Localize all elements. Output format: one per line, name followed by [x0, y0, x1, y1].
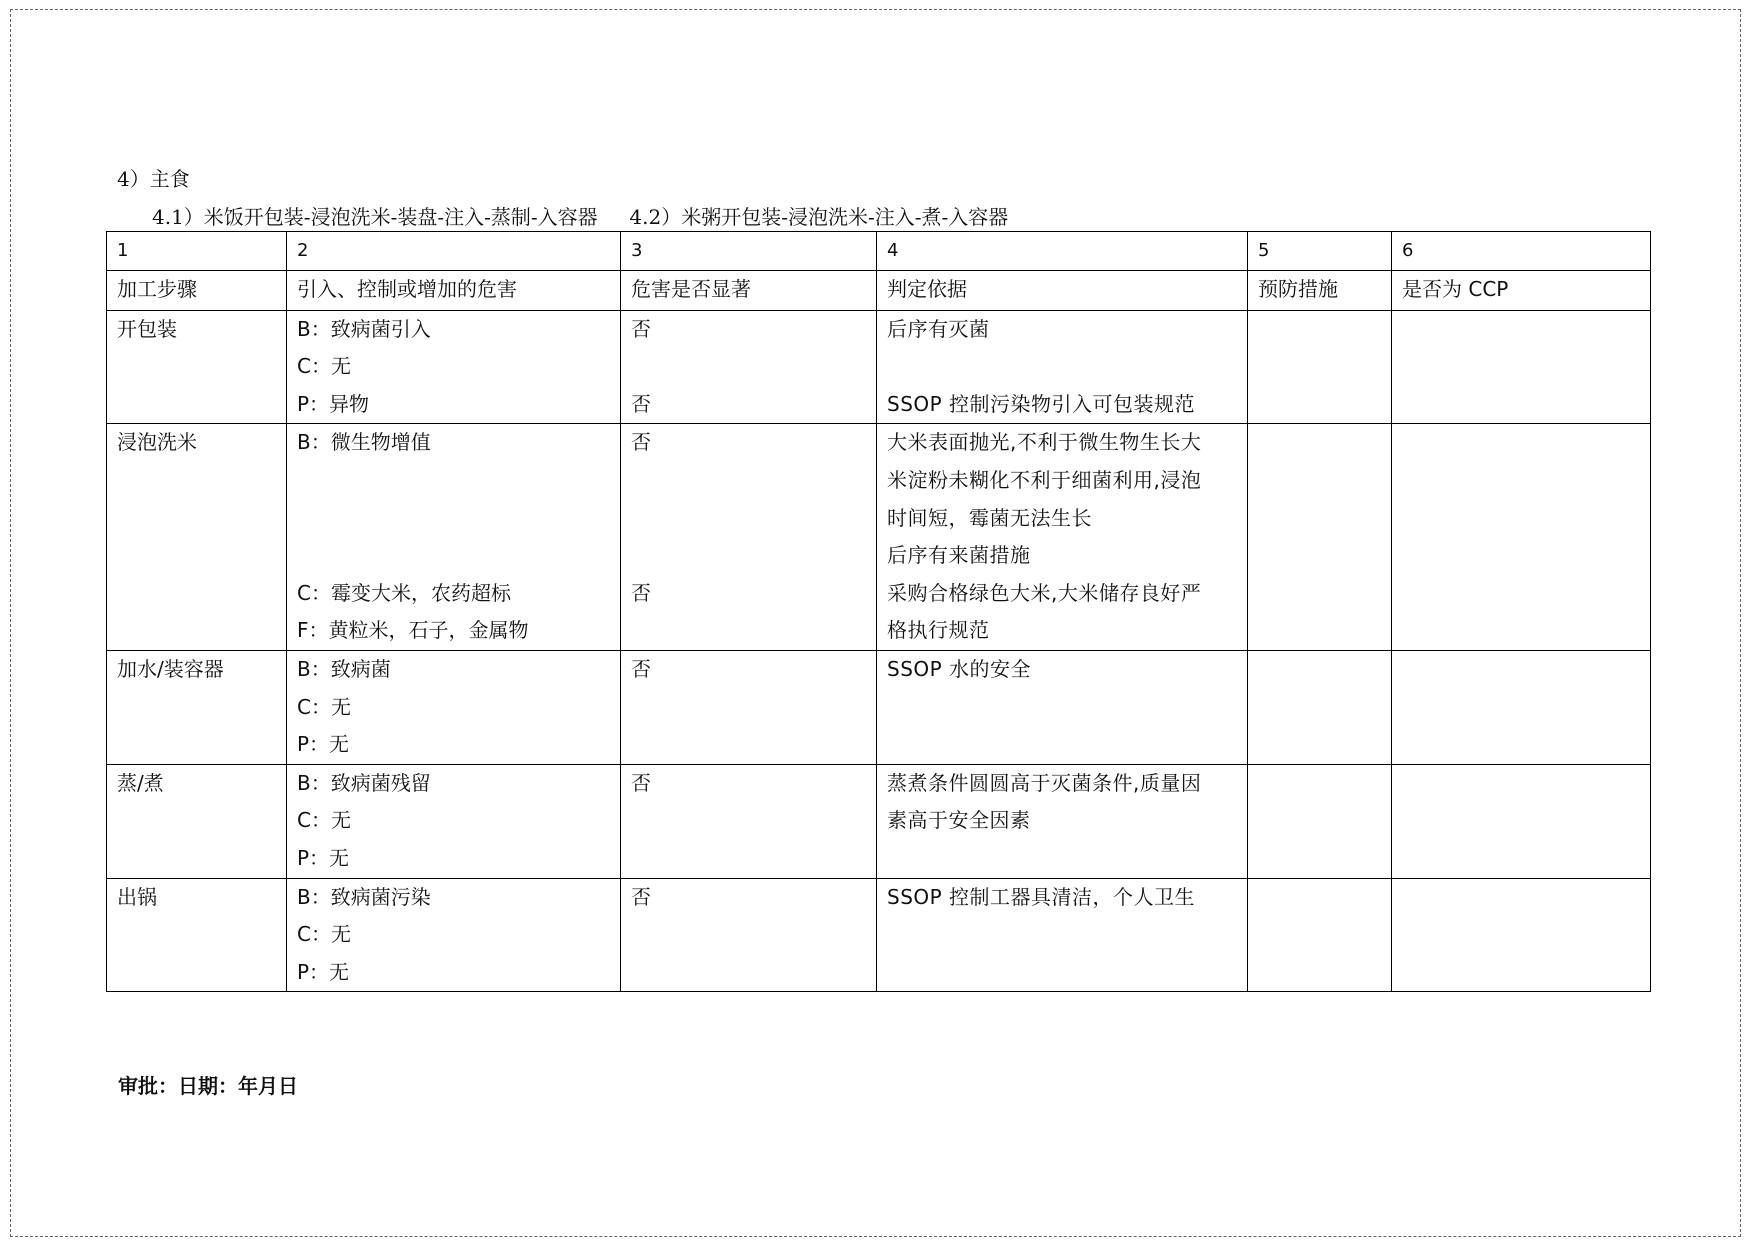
basis-line: [887, 689, 1237, 727]
basis-line: 时间短，霉菌无法生长: [887, 505, 1092, 530]
significant-line: [631, 916, 866, 954]
header-ccp: 是否为 CCP: [1392, 270, 1651, 310]
basis-line: [887, 726, 1237, 764]
ccp-cell: [1392, 310, 1651, 424]
hazard-line: C：无: [297, 808, 351, 833]
basis-line: [887, 348, 1237, 386]
basis-cell: [877, 878, 1248, 992]
significant-line: 否: [631, 770, 651, 795]
hazard-cell: [287, 764, 621, 878]
hazard-line: P：异物: [297, 391, 370, 416]
table-row: [107, 764, 1651, 878]
significant-line: 否: [631, 884, 651, 909]
basis-line: SSOP 控制污染物引入可包装规范: [887, 391, 1196, 416]
table-row: [107, 650, 1651, 764]
header-row: [107, 270, 1651, 310]
basis-line: 大米表面抛光,不利于微生物生长大: [887, 430, 1202, 455]
significant-cell: [621, 650, 877, 764]
basis-line: 格执行规范: [887, 618, 990, 643]
step-cell: 加水/装容器: [107, 650, 287, 764]
measures-cell: [1248, 310, 1392, 424]
column-number: 1: [107, 232, 287, 271]
hazard-line: B：致病菌引入: [297, 316, 431, 341]
hazard-line: [297, 462, 610, 500]
table-row: [107, 878, 1651, 992]
basis-line: 素高于安全因素: [887, 808, 1031, 833]
measures-cell: [1248, 878, 1392, 992]
table-row: [107, 310, 1651, 424]
hazard-line: C：霉变大米，农药超标: [297, 580, 511, 605]
significant-line: 否: [631, 430, 651, 455]
table-row: [107, 424, 1651, 651]
step-cell: 开包装: [107, 310, 287, 424]
basis-cell: [877, 424, 1248, 651]
measures-cell: [1248, 764, 1392, 878]
ccp-cell: [1392, 878, 1651, 992]
significant-line: 否: [631, 391, 651, 416]
significant-line: [631, 840, 866, 878]
significant-line: [631, 348, 866, 386]
hazard-line: [297, 500, 610, 538]
significant-line: [631, 954, 866, 992]
hazard-line: C：无: [297, 694, 351, 719]
step-cell: 出锅: [107, 878, 287, 992]
column-number: 3: [621, 232, 877, 271]
significant-line: [631, 462, 866, 500]
column-number: 4: [877, 232, 1248, 271]
significant-line: 否: [631, 580, 651, 605]
header-basis: 判定依据: [877, 270, 1248, 310]
measures-cell: [1248, 424, 1392, 651]
hazard-cell: [287, 310, 621, 424]
significant-cell: [621, 424, 877, 651]
significant-cell: [621, 764, 877, 878]
hazard-cell: [287, 650, 621, 764]
column-number-row: [107, 232, 1651, 271]
process-subtitle: 4.1）米饭开包装-浸泡洗米-装盘-注入-蒸制-入容器 4.2）米粥开包装-浸泡洗米-注入-煮-入容器: [152, 205, 1009, 229]
ccp-cell: [1392, 764, 1651, 878]
column-number: 6: [1392, 232, 1651, 271]
significant-line: 否: [631, 316, 651, 341]
hazard-line: C：无: [297, 354, 351, 379]
significant-line: [631, 689, 866, 727]
column-number: 5: [1248, 232, 1392, 271]
measures-cell: [1248, 650, 1392, 764]
header-step: 加工步骤: [107, 270, 287, 310]
basis-line: SSOP 控制工器具清洁，个人卫生: [887, 884, 1196, 909]
header-hazard: 引入、控制或增加的危害: [287, 270, 621, 310]
significant-cell: [621, 310, 877, 424]
hazard-cell: [287, 878, 621, 992]
hazard-line: F：黄粒米，石子，金属物: [297, 618, 529, 643]
significant-line: [631, 500, 866, 538]
hazard-line: B：致病菌: [297, 656, 391, 681]
basis-line: 米淀粉未糊化不利于细菌利用,浸泡: [887, 467, 1202, 492]
hazard-line: P：无: [297, 845, 350, 870]
ccp-cell: [1392, 424, 1651, 651]
hazard-line: B：致病菌残留: [297, 770, 431, 795]
basis-line: 后序有灭菌: [887, 316, 990, 341]
basis-line: [887, 916, 1237, 954]
basis-line: 采购合格绿色大米,大米储存良好严: [887, 580, 1202, 605]
significant-cell: [621, 878, 877, 992]
approval-signature-line: 审批：日期：年月日: [118, 1074, 298, 1098]
hazard-line: B：微生物增值: [297, 430, 431, 455]
hazard-line: B：致病菌污染: [297, 884, 431, 909]
significant-line: [631, 612, 866, 650]
hazard-line: P：无: [297, 732, 350, 757]
ccp-cell: [1392, 650, 1651, 764]
significant-line: [631, 726, 866, 764]
significant-line: [631, 802, 866, 840]
basis-line: [887, 954, 1237, 992]
hazard-cell: [287, 424, 621, 651]
hazard-line: [297, 537, 610, 575]
significant-line: [631, 537, 866, 575]
step-cell: 蒸/煮: [107, 764, 287, 878]
basis-cell: [877, 310, 1248, 424]
basis-line: [887, 840, 1237, 878]
basis-line: 后序有来菌措施: [887, 543, 1031, 568]
hazard-analysis-table: [106, 231, 1651, 992]
basis-line: 蒸煮条件圆圆高于灭菌条件,质量因: [887, 770, 1202, 795]
column-number: 2: [287, 232, 621, 271]
basis-cell: [877, 650, 1248, 764]
step-cell: 浸泡洗米: [107, 424, 287, 651]
significant-line: 否: [631, 656, 651, 681]
basis-cell: [877, 764, 1248, 878]
section-title: 4）主食: [117, 167, 190, 191]
header-significant: 危害是否显著: [621, 270, 877, 310]
hazard-line: P：无: [297, 959, 350, 984]
hazard-line: C：无: [297, 922, 351, 947]
header-measures: 预防措施: [1248, 270, 1392, 310]
basis-line: SSOP 水的安全: [887, 656, 1032, 681]
